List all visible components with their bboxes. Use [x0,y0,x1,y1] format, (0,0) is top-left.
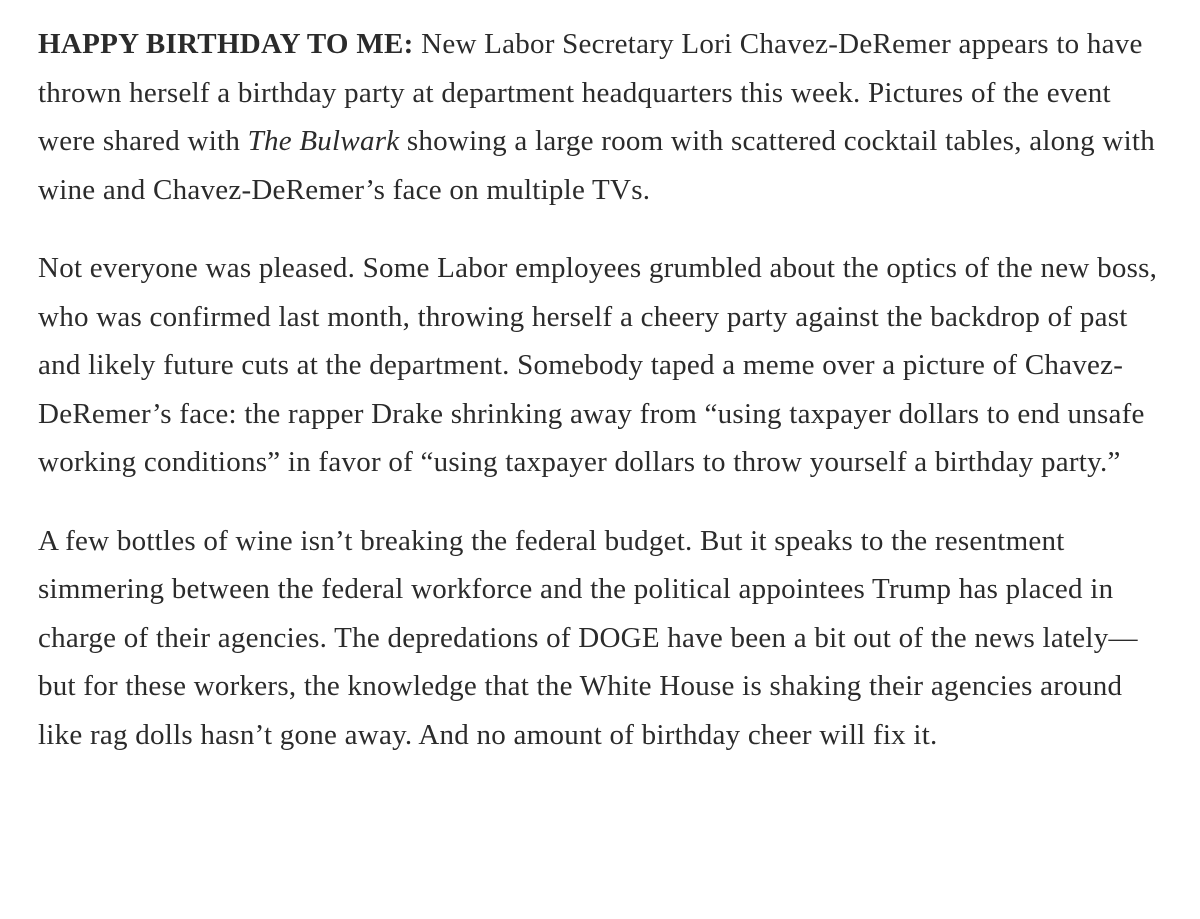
paragraph-1-text-a: New Labor Secretary Lori Chavez-DeRemer appears to have thrown herself a birthday party at department headquarters this week. Pictures of the event were shared with [38,28,1143,157]
publication-name: The Bulwark [247,125,400,157]
paragraph-1-text-b: showing a large room with scattered cocktail tables, along with wine and Chavez-DeRemer’s face on multiple TVs. [38,125,1155,206]
paragraph-3: A few bottles of wine isn’t breaking the federal budget. But it speaks to the resentment simmering between the federal workforce and the political appointees Trump has placed in charge of their agencies. The depredations of DOGE have been a bit out of the news lately—but for these workers, the knowledge that the White House is shaking their agencies around like rag dolls hasn’t gone away. And no amount of birthday cheer will fix it. [38,524,1138,751]
paragraph-1 [38,20,1173,214]
article-body [38,20,1173,759]
paragraph-2: Not everyone was pleased. Some Labor employees grumbled about the optics of the new boss, who was confirmed last month, throwing herself a cheery party against the backdrop of past and likely future cuts at the department. Somebody taped a meme over a picture of Chavez-DeRemer’s face: the rapper Drake shrinking away from “using taxpayer dollars to end unsafe working conditions” in favor of “using taxpayer dollars to throw yourself a birthday party.” [38,252,1158,478]
lead-in-heading: HAPPY BIRTHDAY TO ME: [38,28,414,60]
